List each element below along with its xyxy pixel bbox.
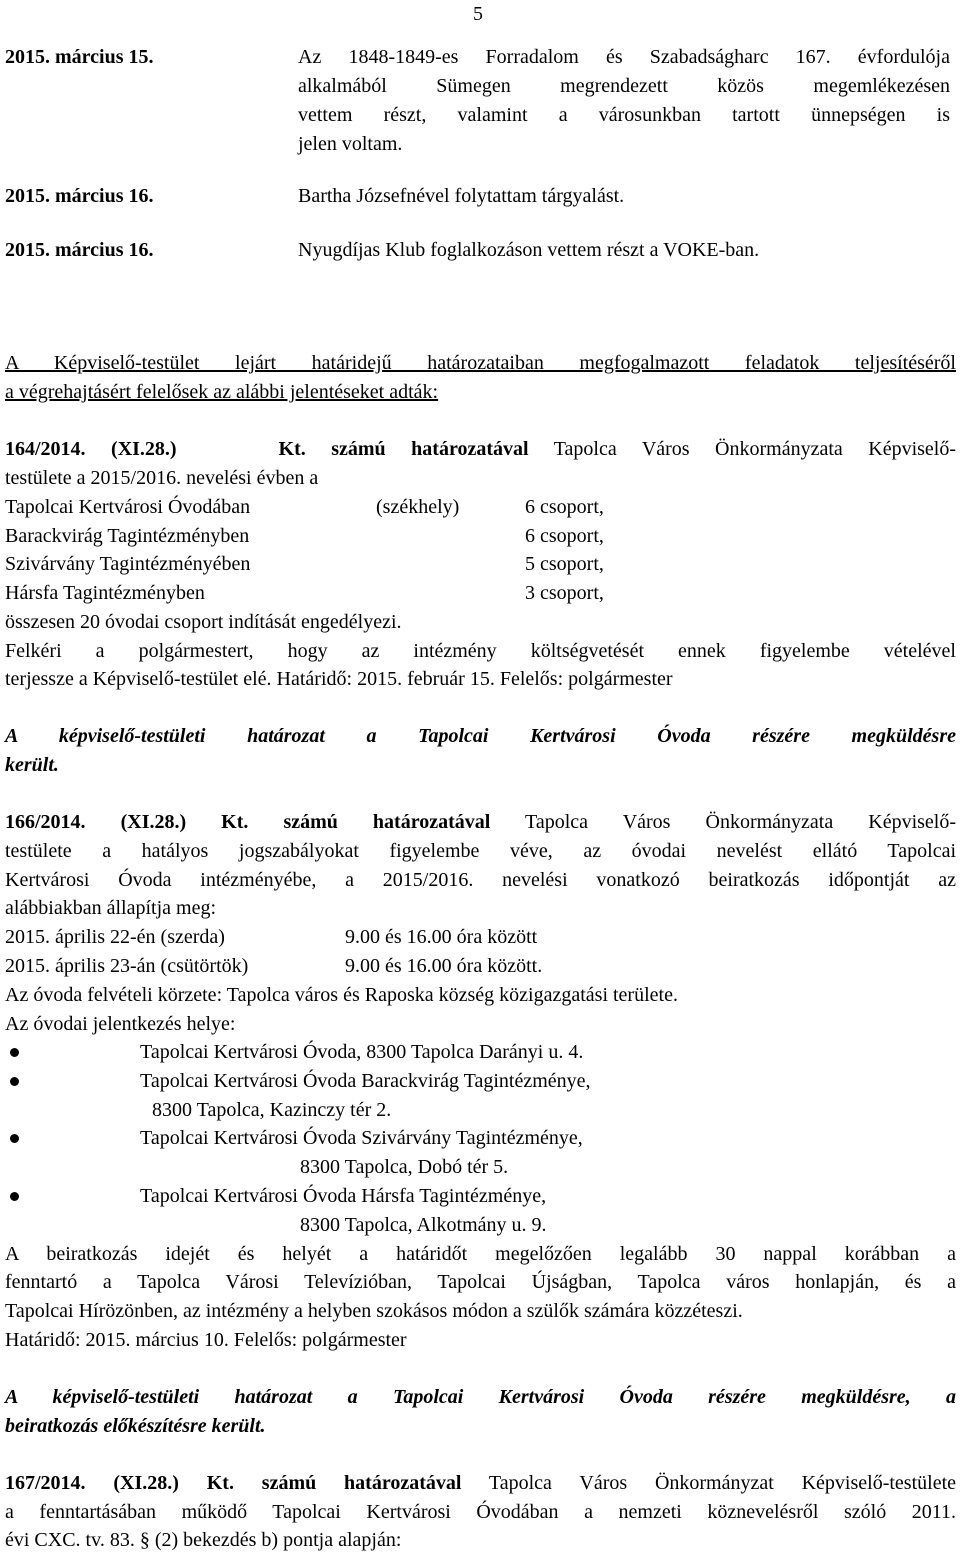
event-line: jelen voltam. xyxy=(298,133,403,155)
place-line: Tapolcai Kertvárosi Óvoda Szivárvány Tagintézménye, xyxy=(140,1127,583,1149)
resolution-bold-phrase: számú határozatával xyxy=(261,1472,462,1494)
resolution-ref: 166/2014. (XI.28.) Kt. xyxy=(5,811,249,833)
bullet-icon xyxy=(10,1048,19,1057)
resolution-line: összesen 20 óvodai csoport indítását engedélyezi. xyxy=(5,611,402,633)
group-count: 3 csoport, xyxy=(525,582,604,604)
event-description xyxy=(298,43,950,159)
group-count: 6 csoport, xyxy=(525,496,604,518)
resolution-note: beiratkozás előkészítésre került. xyxy=(5,1415,266,1437)
resolution-166-heading xyxy=(5,808,956,837)
resolution-line: Felkéri a polgármestert, hogy az intézmény költségvetését ennek figyelembe vételével xyxy=(5,640,956,662)
resolution-line: évi CXC. tv. 83. § (2) bekezdés b) pontja alapján: xyxy=(5,1529,402,1551)
resolution-line: testülete a hatályos jogszabályokat figyelembe véve, az óvodai nevelést ellátó Tapolcai xyxy=(5,840,956,862)
resolution-note: A képviselő-testületi határozat a Tapolcai Kertvárosi Óvoda részére megküldésre xyxy=(5,725,956,747)
resolution-kt: Kt. xyxy=(278,438,306,460)
resolution-ref: 164/2014. (XI.28.) xyxy=(5,438,177,460)
group-name: Szivárvány Tagintézményében xyxy=(5,553,251,575)
resolution-line: testülete a 2015/2016. nevelési évben a xyxy=(5,467,319,489)
event-description: Bartha Józsefnével folytattam tárgyalást. xyxy=(298,185,625,207)
page-number: 5 xyxy=(473,3,483,25)
group-name: Hársfa Tagintézményben xyxy=(5,582,205,604)
resolution-line: a fenntartásában működő Tapolcai Kertvárosi Óvodában a nemzeti köznevelésről szóló 2011. xyxy=(5,1501,956,1523)
place-line: Tapolcai Kertvárosi Óvoda, 8300 Tapolca Darányi u. 4. xyxy=(140,1041,584,1063)
resolution-text: Tapolca Város Önkormányzata Képviselő- xyxy=(553,438,957,460)
event-line: vettem részt, valamint a városunkban tartott ünnepségen is xyxy=(298,104,950,126)
resolution-line: terjessze a Képviselő-testület elé. Határidő: 2015. február 15. Felelős: polgármester xyxy=(5,668,673,690)
resolution-text: Tapolca Város Önkormányzata Képviselő- xyxy=(525,811,957,833)
resolution-164-heading xyxy=(5,435,956,464)
resolution-line: A beiratkozás idejét és helyét a határidőt megelőzően legalább 30 nappal korábban a xyxy=(5,1243,956,1265)
resolution-bold-phrase: számú határozatával xyxy=(283,811,491,833)
resolution-line: Az óvodai jelentkezés helye: xyxy=(5,1013,236,1035)
event-line: Az 1848-1849-es Forradalom és Szabadságharc 167. évfordulója xyxy=(298,46,950,68)
resolution-line: Az óvoda felvételi körzete: Tapolca város és Raposka község közigazgatási területe. xyxy=(5,984,678,1006)
place-line: Tapolcai Kertvárosi Óvoda Barackvirág Tagintézménye, xyxy=(140,1070,591,1092)
enrollment-day: 2015. április 22-én (szerda) xyxy=(5,926,225,948)
resolution-note: került. xyxy=(5,754,59,776)
resolution-line: fenntartó a Tapolca Városi Televízióban, Tapolcai Újságban, Tapolca város honlapján, és a xyxy=(5,1271,956,1293)
resolution-line: Kertvárosi Óvoda intézményébe, a 2015/2016. nevelési vonatkozó beiratkozás időpontját az xyxy=(5,869,956,891)
enrollment-day: 2015. április 23-án (csütörtök) xyxy=(5,955,249,977)
resolution-bold-phrase: számú határozatával xyxy=(331,438,529,460)
event-date: 2015. március 15. xyxy=(5,46,154,68)
resolution-line: Határidő: 2015. március 10. Felelős: polgármester xyxy=(5,1329,407,1351)
resolution-ref: 167/2014. (XI.28.) Kt. xyxy=(5,1472,234,1494)
place-address: 8300 Tapolca, Alkotmány u. 9. xyxy=(300,1214,547,1236)
bullet-icon xyxy=(10,1077,19,1086)
resolution-167-heading xyxy=(5,1469,956,1498)
event-date: 2015. március 16. xyxy=(5,185,154,207)
resolution-line: alábbiakban állapítja meg: xyxy=(5,897,217,919)
enrollment-time: 9.00 és 16.00 óra között. xyxy=(345,955,543,977)
group-note: (székhely) xyxy=(376,496,460,518)
group-name: Tapolcai Kertvárosi Óvodában xyxy=(5,496,251,518)
event-date: 2015. március 16. xyxy=(5,239,154,261)
resolution-note: A képviselő-testületi határozat a Tapolcai Kertvárosi Óvoda részére megküldésre, a xyxy=(5,1386,956,1408)
event-description: Nyugdíjas Klub foglalkozáson vettem részt a VOKE-ban. xyxy=(298,239,760,261)
bullet-icon xyxy=(10,1134,19,1143)
resolution-line: Tapolcai Hírözönben, az intézmény a helyben szokásos módon a szülők számára közzéteszi. xyxy=(5,1300,743,1322)
group-count: 6 csoport, xyxy=(525,525,604,547)
event-line: alkalmából Sümegen megrendezett közös megemlékezésen xyxy=(298,75,950,97)
place-address: 8300 Tapolca, Dobó tér 5. xyxy=(300,1156,509,1178)
bullet-icon xyxy=(10,1192,19,1201)
resolution-text: Tapolca Város Önkormányzat Képviselő-testülete xyxy=(488,1472,957,1494)
group-count: 5 csoport, xyxy=(525,553,604,575)
enrollment-time: 9.00 és 16.00 óra között xyxy=(345,926,538,948)
place-address: 8300 Tapolca, Kazinczy tér 2. xyxy=(152,1099,392,1121)
place-line: Tapolcai Kertvárosi Óvoda Hársfa Tagintézménye, xyxy=(140,1185,547,1207)
group-name: Barackvirág Tagintézményben xyxy=(5,525,250,547)
intro-line: A Képviselő-testület lejárt határidejű határozataiban megfogalmazott feladatok teljesítéséről xyxy=(5,352,956,374)
intro-line: a végrehajtásért felelősek az alábbi jelentéseket adták: xyxy=(5,381,439,403)
